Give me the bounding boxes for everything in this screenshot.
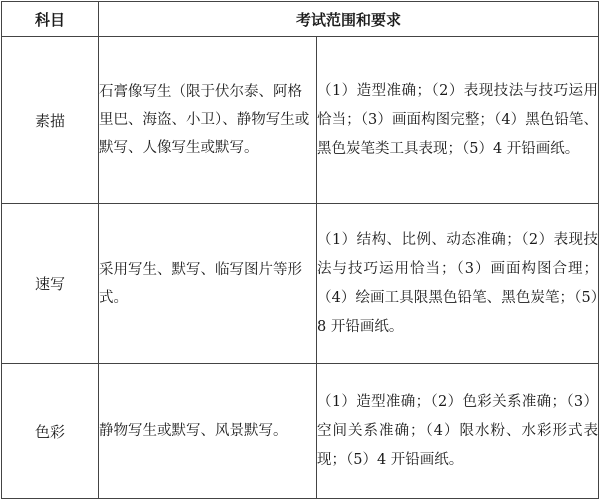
header-scope: 考试范围和要求 bbox=[99, 2, 599, 37]
content-cell: 采用写生、默写、临写图片等形式。 bbox=[99, 204, 317, 364]
subject-cell: 素描 bbox=[2, 37, 99, 204]
requirements-cell: （1）结构、比例、动态准确；（2）表现技法与技巧运用恰当；（3）画面构图合理；（4）绘画工具限黑色铅笔、黑色炭笔；（5）8 开铅画纸。 bbox=[317, 204, 599, 364]
table-row bbox=[2, 37, 599, 204]
header-subject: 科目 bbox=[2, 2, 99, 37]
table-row bbox=[2, 204, 599, 364]
subject-cell: 色彩 bbox=[2, 364, 99, 499]
exam-requirements-table bbox=[1, 1, 599, 499]
header-row bbox=[2, 2, 599, 37]
subject-cell: 速写 bbox=[2, 204, 99, 364]
requirements-cell: （1）造型准确；（2）色彩关系准确；（3）空间关系准确；（4）限水粉、水彩形式表现；（5）4 开铅画纸。 bbox=[317, 364, 599, 499]
content-cell: 石膏像写生（限于伏尔泰、阿格里巴、海盗、小卫）、静物写生或默写、人像写生或默写。 bbox=[99, 37, 317, 204]
table-row bbox=[2, 364, 599, 499]
content-cell: 静物写生或默写、风景默写。 bbox=[99, 364, 317, 499]
requirements-cell: （1）造型准确；（2）表现技法与技巧运用恰当；（3）画面构图完整；（4）黑色铅笔、黑色炭笔类工具表现；（5）4 开铅画纸。 bbox=[317, 37, 599, 204]
